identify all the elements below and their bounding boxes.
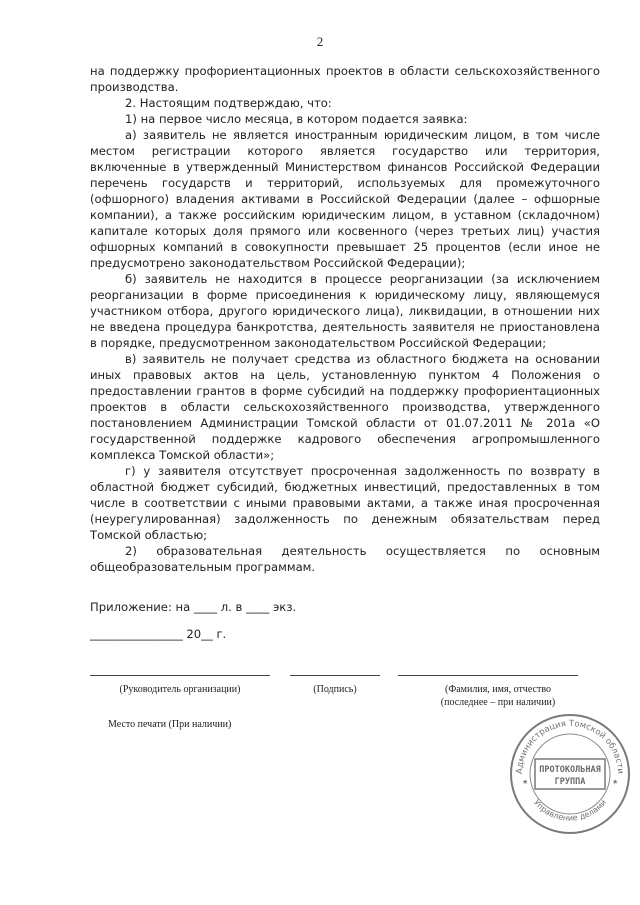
document-body (90, 63, 600, 575)
seal-place: Место печати (При наличии) (108, 719, 232, 730)
stamp-line-2: ГРУППА (554, 777, 586, 787)
attachment-line: Приложение: на ____ л. в ____ экз. (90, 600, 297, 614)
paragraph-item-a: а) заявитель не является иностранным юридическим лицом, в том числе местом регистрации которого является государство или территория, включенные в утвержденный Министерством финансов Российской Федерации перечень государств и территорий, используемых для промежуточного (офшорного) владения активами в Российской Федерации (далее – офшорные компании), а также российским юридическим лицом, в уставном (складочном) капитале которых доля прямого или косвенного (через третьих лиц) участия офшорных компаний в совокупности превышает 25 процентов (если иное не предусмотрено законодательством Российской Федерации); (90, 128, 600, 270)
paragraph-item-v: в) заявитель не получает средства из областного бюджета на основании иных правовых актов на цель, установленную пунктом 4 Положения о предоставлении грантов в форме субсидий на поддержку профориентационных проектов в области сельскохозяйственного производства, утвержденного постановлением Администрации Томской области от 01.07.2011 № 201а «О государственной поддержке кадрового обеспечения агропромышленного комплекса Томской области»; (90, 352, 600, 462)
signature-line (290, 675, 380, 676)
stamp-star-left: ★ (522, 778, 529, 786)
paragraph-continuation: на поддержку профориентационных проектов в области сельскохозяйственного производства. (90, 64, 600, 94)
paragraph-confirm-heading: 2. Настоящим подтверждаю, что: (125, 96, 332, 110)
head-signature-line (90, 675, 270, 676)
page-number: 2 (316, 34, 324, 49)
stamp-bottom-text: Управление делами (531, 797, 609, 823)
paragraph-item-b: б) заявитель не находится в процессе реорганизации (за исключением реорганизации в форме присоединения к юридическому лицу, являющемуся участником отбора, другого юридического лица), ликвидации, в отношении них не введена процедура банкротства, деятельность заявителя не приостановлена в порядке, предусмотренном законодательством Российской Федерации; (90, 272, 600, 350)
paragraph-item-g: г) у заявителя отсутствует просроченная задолженность по возврату в областной бюджет субсидий, бюджетных инвестиций, предоставленных в том числе в соответствии с иными правовыми актами, а также иная просроченная (неурегулированная) задолженность по денежным обязательствам перед Томской областью; (90, 464, 600, 542)
name-caption-2: (последнее – при наличии) (440, 697, 556, 708)
official-stamp (508, 712, 632, 836)
name-signature-line (398, 675, 578, 676)
paragraph-item-1: 1) на первое число месяца, в котором подается заявка: (125, 112, 468, 126)
head-caption: (Руководитель организации) (119, 684, 241, 695)
stamp-outer-text: Администрация Томской области (514, 718, 626, 775)
date-line: ________________ 20__ г. (90, 627, 227, 641)
name-caption-1: (Фамилия, имя, отчество (445, 684, 551, 695)
sign-caption: (Подпись) (313, 684, 357, 695)
stamp-star-right: ★ (612, 778, 619, 786)
paragraph-item-2: 2) образовательная деятельность осуществляется по основным общеобразовательным программам. (90, 544, 600, 574)
stamp-line-1: ПРОТОКОЛЬНАЯ (539, 765, 601, 775)
